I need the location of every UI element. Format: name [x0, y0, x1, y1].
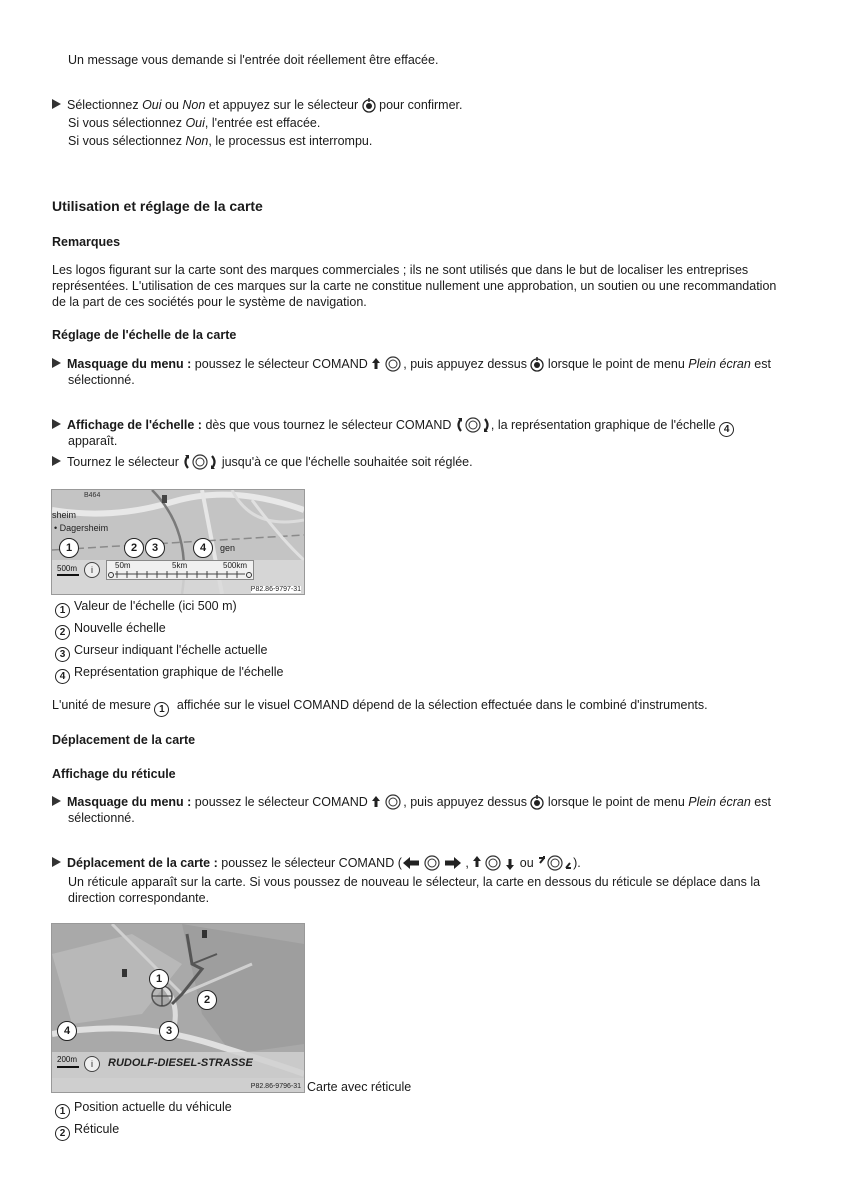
intro-message: Un message vous demande si l'entrée doit réellement être effacée. — [68, 53, 439, 67]
step-label: Masquage du menu : — [67, 357, 192, 371]
masquage-step-1-cont: sélectionné. — [68, 373, 135, 387]
reticle-map-image — [51, 923, 305, 1093]
text: , puis appuyez dessus — [403, 357, 531, 371]
option-non: Non — [185, 134, 209, 148]
masquage-step-1 — [52, 356, 771, 372]
controller-slide-diagonal-icon — [537, 855, 573, 871]
scale-value: 500m — [57, 564, 78, 573]
controller-push-up-icon — [371, 794, 403, 810]
step-label: Masquage du menu : — [67, 795, 192, 809]
option-oui: Oui — [185, 116, 205, 130]
legend-item-3 — [55, 642, 267, 662]
masquage-step-2-cont: sélectionné. — [68, 811, 135, 825]
legend-text: Réticule — [74, 1122, 120, 1136]
place-label: gen — [220, 543, 236, 553]
place-label-text: Dagersheim — [59, 523, 109, 533]
callout-4-icon: 4 — [55, 669, 70, 684]
text: ou — [161, 98, 183, 112]
text: , l'entrée est effacée. — [204, 116, 321, 130]
unite-line — [52, 697, 708, 717]
legend-item-4 — [55, 664, 283, 684]
remarques-line-3: de la part de ces sociétés pour le système de navigation. — [52, 295, 367, 309]
text: affichée sur le visuel COMAND dépend de la sélection effectuée dans le combiné d'instruments. — [173, 698, 708, 712]
bullet-arrow-icon — [52, 99, 61, 109]
menu-item-plein-ecran: Plein écran — [688, 795, 751, 809]
text: poussez le sélecteur COMAND — [191, 357, 372, 371]
callout-2-icon: 2 — [55, 1126, 70, 1141]
map-callout-4: 4 — [57, 1021, 77, 1041]
scale-tick-label: 5km — [172, 561, 188, 570]
text: pour confirmer. — [375, 98, 463, 112]
scale-value: 200m — [57, 1055, 78, 1064]
text: , la représentation graphique de l'échelle — [490, 418, 720, 432]
bullet-arrow-icon — [52, 358, 61, 368]
map-callout-3: 3 — [159, 1021, 179, 1041]
map-callout-3: 3 — [145, 538, 165, 558]
controller-turn-icon — [455, 417, 491, 433]
map-callout-2: 2 — [124, 538, 144, 558]
text: , puis appuyez dessus — [403, 795, 531, 809]
text: ou — [516, 856, 538, 870]
deplacement-title: Déplacement de la carte — [52, 733, 196, 747]
legend-text: Nouvelle échelle — [74, 621, 166, 635]
bullet-arrow-icon — [52, 796, 61, 806]
text: lorsque le point de menu — [544, 357, 689, 371]
callout-4-icon: 4 — [719, 422, 734, 437]
callout-1-icon: 1 — [154, 702, 169, 717]
controller-press-icon — [362, 98, 376, 113]
section-title: Utilisation et réglage de la carte — [52, 198, 263, 214]
scale-bar — [57, 1066, 79, 1068]
legend2-item-2 — [55, 1121, 119, 1141]
callout-1-icon: 1 — [55, 1104, 70, 1119]
text: Sélectionnez — [67, 98, 143, 112]
text: Si vous sélectionnez — [68, 134, 186, 148]
text: lorsque le point de menu — [544, 795, 689, 809]
map-callout-1: 1 — [59, 538, 79, 558]
controller-press-icon — [530, 795, 544, 810]
text: jusqu'à ce que l'échelle souhaitée soit réglée. — [218, 455, 473, 469]
controller-press-icon — [530, 357, 544, 372]
legend-text: Curseur indiquant l'échelle actuelle — [74, 643, 268, 657]
callout-2-icon: 2 — [55, 625, 70, 640]
image-reference: P82.86-9796-31 — [250, 1083, 301, 1090]
scale-bar — [57, 574, 79, 576]
map-callout-1: 1 — [149, 969, 169, 989]
text: ). — [573, 856, 581, 870]
text: poussez le sélecteur COMAND — [191, 795, 372, 809]
info-icon: i — [84, 562, 100, 578]
legend-text: Position actuelle du véhicule — [74, 1100, 232, 1114]
controller-slide-up-down-icon — [472, 855, 516, 871]
map-caption: Carte avec réticule — [307, 1080, 412, 1094]
place-label: sheim — [52, 510, 77, 520]
step-label: Affichage de l'échelle : — [67, 418, 202, 432]
text: poussez le sélecteur COMAND ( — [217, 856, 402, 870]
text: est — [750, 795, 771, 809]
remarques-line-2: représentées. L'utilisation de ces marques sur la carte ne constitue nullement une approbation, un soutien ou une recommandation — [52, 279, 777, 293]
text: Si vous sélectionnez — [68, 116, 186, 130]
scale-ticks — [107, 570, 253, 579]
text: et appuyez sur le sélecteur — [205, 98, 362, 112]
legend2-item-1 — [55, 1099, 232, 1119]
affichage-step — [52, 417, 738, 437]
callout-3-icon: 3 — [55, 647, 70, 662]
select-instruction — [52, 97, 463, 113]
bullet-arrow-icon — [52, 456, 61, 466]
street-name: RUDOLF-DIESEL-STRASSE — [108, 1057, 253, 1069]
remarques-title: Remarques — [52, 235, 121, 249]
legend-item-1 — [55, 598, 237, 618]
map-callout-4: 4 — [193, 538, 213, 558]
if-non-line — [68, 133, 372, 149]
deplacement-line-3: direction correspondante. — [68, 891, 210, 905]
legend-text: Représentation graphique de l'échelle — [74, 665, 284, 679]
scale-tick-label: 50m — [115, 561, 131, 570]
info-icon: i — [84, 1056, 100, 1072]
controller-turn-icon — [182, 454, 218, 470]
tournez-step — [52, 454, 473, 470]
deplacement-step: Déplacement de la carte : poussez le sélecteur COMAND ( , ou ). — [52, 855, 581, 871]
masquage-step-2 — [52, 794, 771, 810]
controller-slide-left-right-icon — [402, 855, 462, 871]
remarques-line-1: Les logos figurant sur la carte sont des marques commerciales ; ils ne sont utilisés que dans le but de localiser les entreprises — [52, 263, 749, 277]
echelle-title: Réglage de l'échelle de la carte — [52, 328, 237, 342]
affichage-step-cont: apparaît. — [68, 434, 118, 448]
road-label: B464 — [84, 492, 101, 499]
controller-push-up-icon — [371, 356, 403, 372]
scale-map-image — [51, 489, 305, 595]
option-non: Non — [182, 98, 206, 112]
scale-selector — [106, 560, 254, 580]
if-oui-line — [68, 115, 320, 131]
legend-item-2 — [55, 620, 166, 640]
image-reference: P82.86-9797-31 — [250, 586, 301, 593]
callout-1-icon: 1 — [55, 603, 70, 618]
option-oui: Oui — [142, 98, 162, 112]
menu-item-plein-ecran: Plein écran — [688, 357, 751, 371]
deplacement-line-2: Un réticule apparaît sur la carte. Si vous poussez de nouveau le sélecteur, la carte en dessous du réticule se déplace dans la — [68, 875, 761, 889]
reticule-title: Affichage du réticule — [52, 767, 176, 781]
text: dès que vous tournez le sélecteur COMAND — [201, 418, 455, 432]
text: L'unité de mesure — [52, 698, 155, 712]
step-label: Déplacement de la carte : — [67, 856, 218, 870]
scale-tick-label: 500km — [223, 561, 248, 570]
bullet-arrow-icon — [52, 857, 61, 867]
map-callout-2: 2 — [197, 990, 217, 1010]
legend-text: Valeur de l'échelle (ici 500 m) — [74, 599, 237, 613]
bullet-arrow-icon — [52, 419, 61, 429]
text: est — [750, 357, 771, 371]
text: Tournez le sélecteur — [67, 455, 183, 469]
place-label: • Dagersheim — [54, 523, 109, 533]
text: , le processus est interrompu. — [208, 134, 373, 148]
